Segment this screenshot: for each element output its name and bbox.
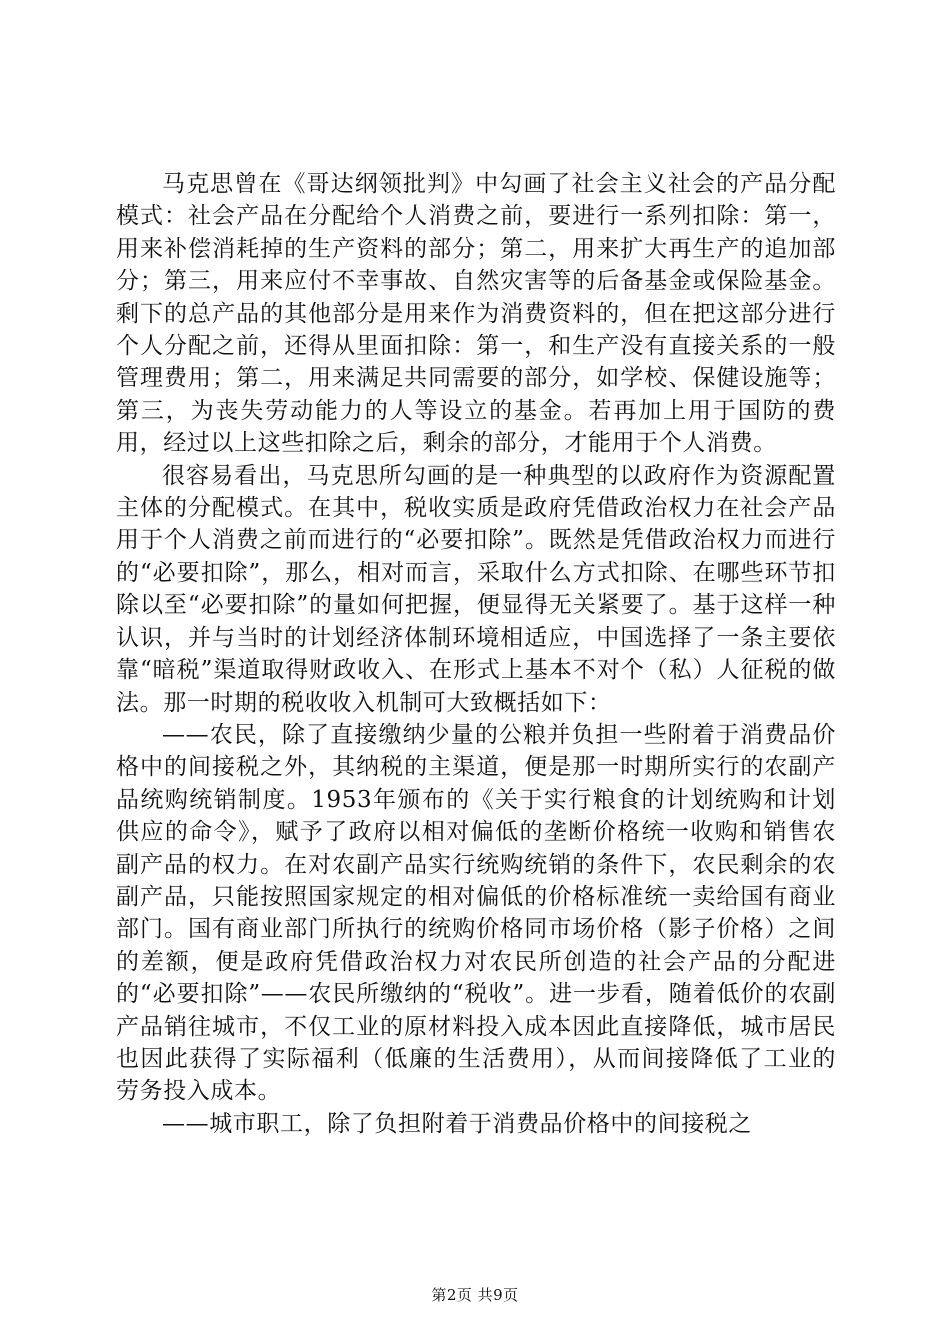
paragraph-4: ——城市职工，除了负担附着于消费品价格中的间接税之 xyxy=(162,1110,752,1137)
page-footer: 第2页 共9页 xyxy=(431,1286,519,1304)
paragraph-2: 很容易看出，马克思所勾画的是一种典型的以政府作为资源配置主体的分配模式。在其中，税收实质是政府凭借政治权力在社会产品用于个人消费之前而进行的“必要扣除”。既然是凭借政治权力而进行的“必要扣除”，那么，相对而言，采取什么方式扣除、在哪些环节扣除以至“必要扣除”的量如何把握，便显得无关紧要了。基于这样一种认识，并与当时的计划经济体制环境相适应，中国选择了一条主要依靠“暗税”渠道取得财政收入、在形式上基本不对个（私）人征税的做法。那一时期的税收收入机制可大致概括如下： xyxy=(116,462,836,716)
paragraph-3: ——农民，除了直接缴纳少量的公粮并负担一些附着于消费品价格中的间接税之外，其纳税的主渠道，便是那一时期所实行的农副产品统购统销制度。1953年颁布的《关于实行粮食的计划统购和计划供应的命令》，赋予了政府以相对偏低的垄断价格统一收购和销售农副产品的权力。在对农副产品实行统购统销的条件下，农民剩余的农副产品，只能按照国家规定的相对偏低的价格标准统一卖给国有商业部门。国有商业部门所执行的统购价格同市场价格（影子价格）之间的差额，便是政府凭借政治权力对农民所创造的社会产品的分配进的“必要扣除”——农民所缴纳的“税收”。进一步看，随着低价的农副产品销往城市，不仅工业的原材料投入成本因此直接降低，城市居民也因此获得了实际福利（低廉的生活费用），从而间接降低了工业的劳务投入成本。 xyxy=(116,721,836,1105)
document-body xyxy=(116,168,836,1140)
paragraph-1: 马克思曾在《哥达纲领批判》中勾画了社会主义社会的产品分配模式：社会产品在分配给个人消费之前，要进行一系列扣除：第一，用来补偿消耗掉的生产资料的部分；第二，用来扩大再生产的追加部分；第三，用来应付不幸事故、自然灾害等的后备基金或保险基金。剩下的总产品的其他部分是用来作为消费资料的，但在把这部分进行个人分配之前，还得从里面扣除：第一，和生产没有直接关系的一般管理费用；第二，用来满足共同需要的部分，如学校、保健设施等；第三，为丧失劳动能力的人等设立的基金。若再加上用于国防的费用，经过以上这些扣除之后，剩余的部分，才能用于个人消费。 xyxy=(116,171,836,457)
